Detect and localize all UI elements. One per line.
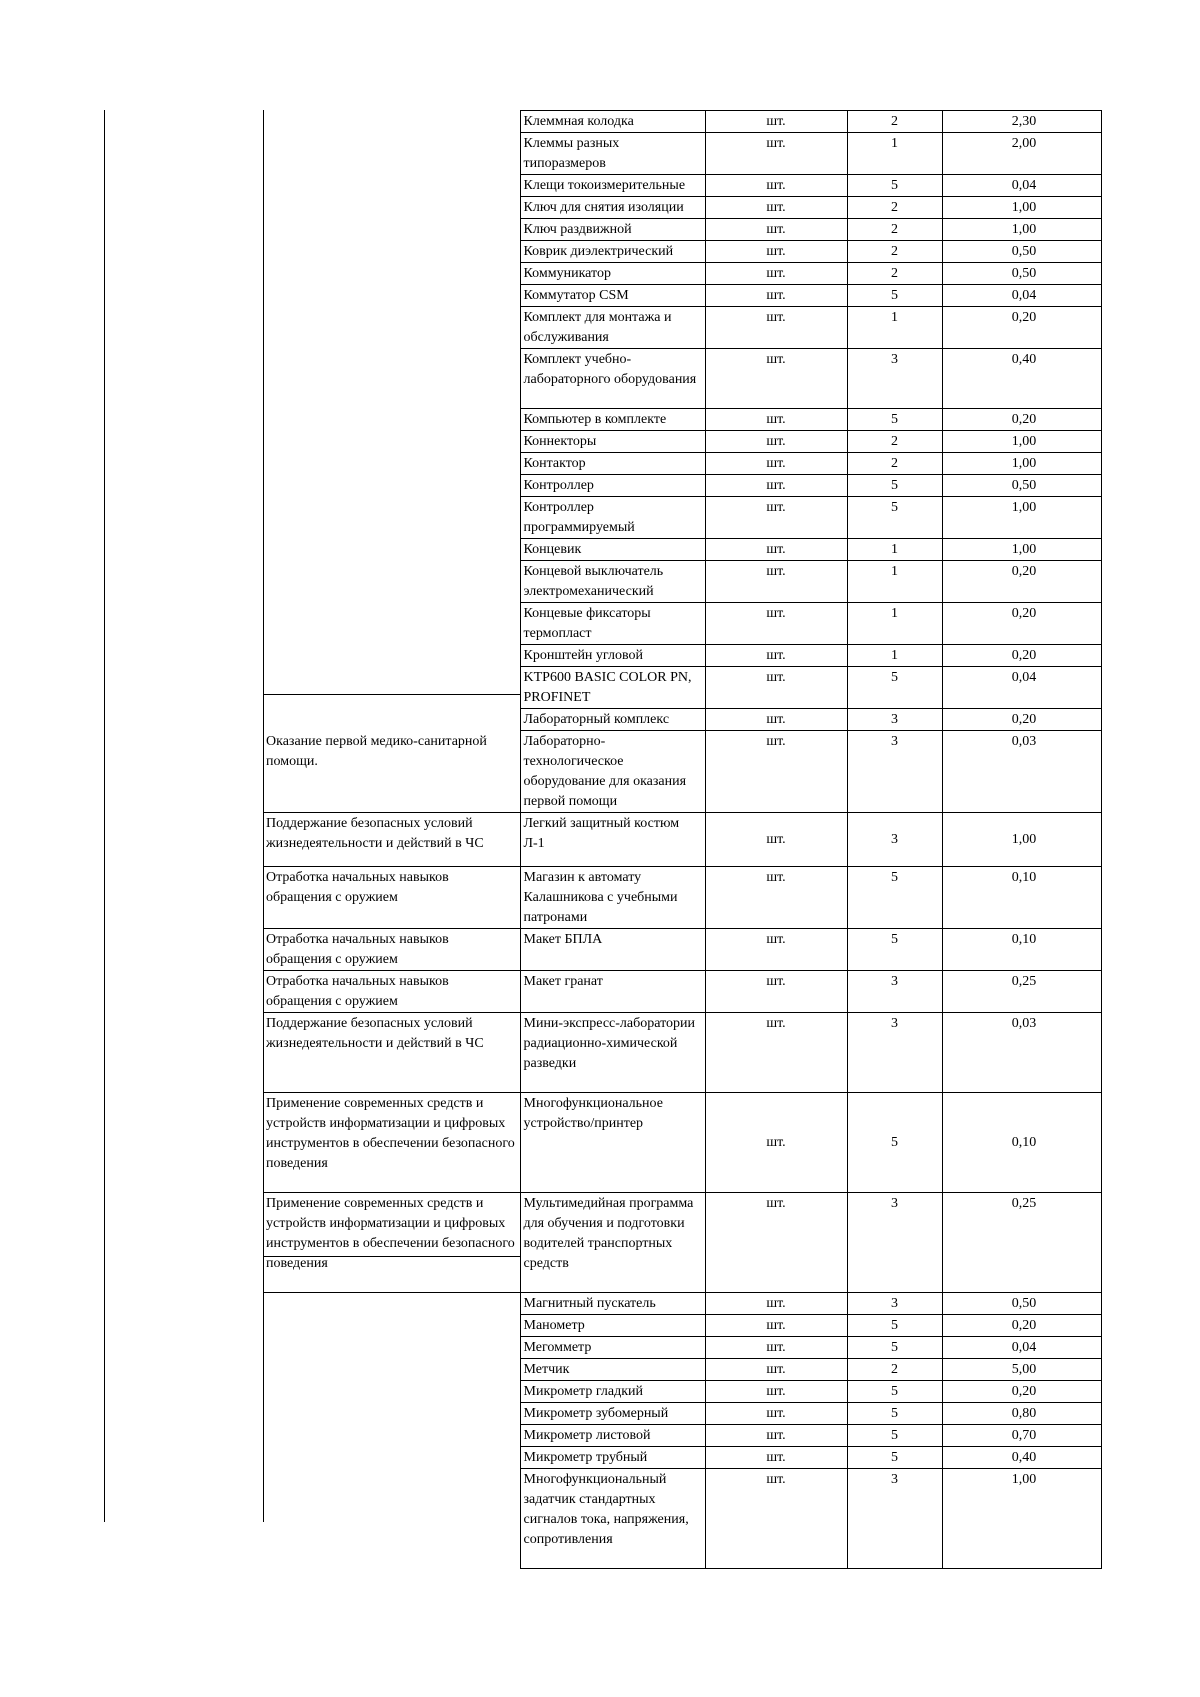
value-cell: 0,20 — [942, 409, 1101, 431]
item-name-cell: Лабораторный комплекс — [520, 709, 705, 731]
quantity-cell: 2 — [847, 431, 942, 453]
table-row — [263, 1293, 1101, 1315]
quantity-cell: 2 — [847, 197, 942, 219]
quantity-cell: 3 — [847, 1469, 942, 1569]
item-name-cell: Магнитный пускатель — [520, 1293, 705, 1315]
value-cell: 0,25 — [942, 971, 1101, 1013]
item-name-cell: Ключ для снятия изоляции — [520, 197, 705, 219]
unit-cell: шт. — [705, 1447, 847, 1469]
equipment-table — [263, 110, 1102, 1569]
value-cell: 1,00 — [942, 453, 1101, 475]
table-row — [263, 475, 1101, 497]
item-name-cell: Макет БПЛА — [520, 929, 705, 971]
table-row — [263, 175, 1101, 197]
item-name-cell: Клеммная колодка — [520, 111, 705, 133]
value-cell: 0,20 — [942, 307, 1101, 349]
unit-cell: шт. — [705, 133, 847, 175]
activity-cell — [263, 475, 520, 497]
table-row — [263, 285, 1101, 307]
unit-cell: шт. — [705, 1013, 847, 1093]
value-cell: 0,04 — [942, 667, 1101, 709]
unit-cell: шт. — [705, 971, 847, 1013]
quantity-cell: 5 — [847, 285, 942, 307]
unit-cell: шт. — [705, 539, 847, 561]
table-row — [263, 1381, 1101, 1403]
item-name-cell: Микрометр трубный — [520, 1447, 705, 1469]
unit-cell: шт. — [705, 603, 847, 645]
quantity-cell: 5 — [847, 1337, 942, 1359]
unit-cell: шт. — [705, 475, 847, 497]
table-row — [263, 349, 1101, 409]
item-name-cell: Комплект учебно-лабораторного оборудования — [520, 349, 705, 409]
quantity-cell: 2 — [847, 263, 942, 285]
table-row — [263, 929, 1101, 971]
activity-cell — [263, 1425, 520, 1447]
equipment-table-body — [263, 111, 1101, 1569]
value-cell: 0,50 — [942, 263, 1101, 285]
table-row — [263, 1425, 1101, 1447]
value-cell: 0,20 — [942, 561, 1101, 603]
activity-cell: Отработка начальных навыков обращения с оружием — [263, 971, 520, 1013]
quantity-cell: 1 — [847, 133, 942, 175]
unit-cell: шт. — [705, 1359, 847, 1381]
value-cell: 0,20 — [942, 709, 1101, 731]
quantity-cell: 5 — [847, 929, 942, 971]
item-name-cell: Коммутатор CSM — [520, 285, 705, 307]
unit-cell: шт. — [705, 1425, 847, 1447]
value-cell: 2,30 — [942, 111, 1101, 133]
quantity-cell: 5 — [847, 175, 942, 197]
quantity-cell: 3 — [847, 349, 942, 409]
activity-cell — [263, 1381, 520, 1403]
quantity-cell: 5 — [847, 1403, 942, 1425]
quantity-cell: 3 — [847, 731, 942, 813]
table-row — [263, 219, 1101, 241]
activity-cell: Отработка начальных навыков обращения с оружием — [263, 867, 520, 929]
table-row — [263, 731, 1101, 813]
table-row — [263, 645, 1101, 667]
value-cell: 0,20 — [942, 603, 1101, 645]
unit-cell: шт. — [705, 349, 847, 409]
table-row — [263, 431, 1101, 453]
quantity-cell: 1 — [847, 645, 942, 667]
value-cell: 1,00 — [942, 219, 1101, 241]
value-cell: 0,04 — [942, 175, 1101, 197]
table-row — [263, 197, 1101, 219]
value-cell: 1,00 — [942, 813, 1101, 867]
activity-cell — [263, 645, 520, 667]
activity-cell — [263, 219, 520, 241]
unit-cell: шт. — [705, 645, 847, 667]
quantity-cell: 5 — [847, 409, 942, 431]
value-cell: 0,20 — [942, 645, 1101, 667]
table-row — [263, 263, 1101, 285]
value-cell: 0,20 — [942, 1315, 1101, 1337]
quantity-cell: 2 — [847, 241, 942, 263]
value-cell: 0,10 — [942, 867, 1101, 929]
item-name-cell: Манометр — [520, 1315, 705, 1337]
activity-cell — [263, 1337, 520, 1359]
unit-cell: шт. — [705, 285, 847, 307]
activity-cell — [263, 603, 520, 645]
activity-cell — [263, 561, 520, 603]
quantity-cell: 3 — [847, 971, 942, 1013]
unit-cell: шт. — [705, 197, 847, 219]
value-cell: 1,00 — [942, 431, 1101, 453]
table-row — [263, 867, 1101, 929]
table-row — [263, 497, 1101, 539]
unit-cell: шт. — [705, 307, 847, 349]
activity-cell — [263, 409, 520, 431]
table-row — [263, 241, 1101, 263]
value-cell: 0,50 — [942, 475, 1101, 497]
value-cell: 1,00 — [942, 539, 1101, 561]
unit-cell: шт. — [705, 813, 847, 867]
activity-cell — [263, 1403, 520, 1425]
item-name-cell: Клеммы разных типоразмеров — [520, 133, 705, 175]
activity-cell — [263, 431, 520, 453]
activity-cell — [263, 349, 520, 409]
unit-cell: шт. — [705, 709, 847, 731]
activity-cell: Поддержание безопасных условий жизнедеятельности и действий в ЧС — [263, 813, 520, 867]
value-cell: 0,80 — [942, 1403, 1101, 1425]
activity-cell — [263, 133, 520, 175]
activity-cell — [263, 197, 520, 219]
value-cell: 0,10 — [942, 1093, 1101, 1193]
item-name-cell: Клещи токоизмерительные — [520, 175, 705, 197]
table-row — [263, 1193, 1101, 1293]
item-name-cell: Комплект для монтажа и обслуживания — [520, 307, 705, 349]
activity-cell — [263, 307, 520, 349]
value-cell: 0,40 — [942, 349, 1101, 409]
table-row — [263, 1359, 1101, 1381]
quantity-cell: 3 — [847, 1293, 942, 1315]
item-name-cell: Контактор — [520, 453, 705, 475]
table-row — [263, 1013, 1101, 1093]
unit-cell: шт. — [705, 431, 847, 453]
item-name-cell: Мегомметр — [520, 1337, 705, 1359]
unit-cell: шт. — [705, 1337, 847, 1359]
table-row — [263, 1315, 1101, 1337]
activity-cell — [263, 1359, 520, 1381]
unit-cell: шт. — [705, 1381, 847, 1403]
quantity-cell: 2 — [847, 453, 942, 475]
quantity-cell: 2 — [847, 219, 942, 241]
table-row — [263, 1469, 1101, 1569]
item-name-cell: Многофункциональное устройство/принтер — [520, 1093, 705, 1193]
table-row — [263, 667, 1101, 709]
unit-cell: шт. — [705, 219, 847, 241]
activity-cell — [263, 1315, 520, 1337]
unit-cell: шт. — [705, 1315, 847, 1337]
activity-cell: Отработка начальных навыков обращения с оружием — [263, 929, 520, 971]
item-name-cell: Мини-экспресс-лаборатории радиационно-химической разведки — [520, 1013, 705, 1093]
quantity-cell: 5 — [847, 1315, 942, 1337]
value-cell: 1,00 — [942, 197, 1101, 219]
unit-cell: шт. — [705, 263, 847, 285]
item-name-cell: Магазин к автомату Калашникова с учебными патронами — [520, 867, 705, 929]
quantity-cell: 2 — [847, 1359, 942, 1381]
quantity-cell: 5 — [847, 497, 942, 539]
unit-cell: шт. — [705, 1093, 847, 1193]
table-row — [263, 453, 1101, 475]
item-name-cell: Лабораторно-технологическое оборудование для оказания первой помощи — [520, 731, 705, 813]
item-name-cell: Коммуникатор — [520, 263, 705, 285]
item-name-cell: Коврик диэлектрический — [520, 241, 705, 263]
unit-cell: шт. — [705, 111, 847, 133]
unit-cell: шт. — [705, 667, 847, 709]
unit-cell: шт. — [705, 497, 847, 539]
value-cell: 0,20 — [942, 1381, 1101, 1403]
quantity-cell: 3 — [847, 1193, 942, 1293]
value-cell: 0,50 — [942, 241, 1101, 263]
value-cell: 1,00 — [942, 1469, 1101, 1569]
unit-cell: шт. — [705, 241, 847, 263]
value-cell: 1,00 — [942, 497, 1101, 539]
item-name-cell: Микрометр листовой — [520, 1425, 705, 1447]
quantity-cell: 2 — [847, 111, 942, 133]
quantity-cell: 5 — [847, 867, 942, 929]
table-row — [263, 1337, 1101, 1359]
activity-cell — [263, 263, 520, 285]
activity-cell — [263, 285, 520, 307]
activity-cell — [263, 1469, 520, 1569]
value-cell: 0,40 — [942, 1447, 1101, 1469]
unit-cell: шт. — [705, 1293, 847, 1315]
item-name-cell: Компьютер в комплекте — [520, 409, 705, 431]
value-cell: 0,03 — [942, 1013, 1101, 1093]
unit-cell: шт. — [705, 175, 847, 197]
item-name-cell: Макет гранат — [520, 971, 705, 1013]
activity-cell — [263, 539, 520, 561]
table-row — [263, 561, 1101, 603]
item-name-cell: Многофункциональный задатчик стандартных сигналов тока, напряжения, сопротивления — [520, 1469, 705, 1569]
value-cell: 0,10 — [942, 929, 1101, 971]
value-cell: 2,00 — [942, 133, 1101, 175]
item-name-cell: Концевые фиксаторы термопласт — [520, 603, 705, 645]
quantity-cell: 5 — [847, 1381, 942, 1403]
value-cell: 0,04 — [942, 1337, 1101, 1359]
table-row — [263, 1403, 1101, 1425]
quantity-cell: 1 — [847, 603, 942, 645]
item-name-cell: Контроллер — [520, 475, 705, 497]
table-row — [263, 1447, 1101, 1469]
quantity-cell: 1 — [847, 561, 942, 603]
quantity-cell: 5 — [847, 1425, 942, 1447]
item-name-cell: Микрометр зубомерный — [520, 1403, 705, 1425]
table-row — [263, 539, 1101, 561]
activity-cell — [263, 497, 520, 539]
quantity-cell: 5 — [847, 1093, 942, 1193]
activity-cell — [263, 111, 520, 133]
unit-cell: шт. — [705, 1403, 847, 1425]
activity-cell: Поддержание безопасных условий жизнедеятельности и действий в ЧС — [263, 1013, 520, 1093]
quantity-cell: 5 — [847, 667, 942, 709]
table-row — [263, 133, 1101, 175]
item-name-cell: Легкий защитный костюм Л-1 — [520, 813, 705, 867]
unit-cell: шт. — [705, 1469, 847, 1569]
table-row — [263, 603, 1101, 645]
item-name-cell: Концевой выключатель электромеханический — [520, 561, 705, 603]
value-cell: 0,70 — [942, 1425, 1101, 1447]
item-name-cell: Концевик — [520, 539, 705, 561]
quantity-cell: 5 — [847, 1447, 942, 1469]
table-row — [263, 409, 1101, 431]
unit-cell: шт. — [705, 453, 847, 475]
quantity-cell: 3 — [847, 813, 942, 867]
table-row — [263, 1093, 1101, 1193]
item-name-cell: Контроллер программируемый — [520, 497, 705, 539]
activity-cell — [263, 1293, 520, 1315]
item-name-cell: Микрометр гладкий — [520, 1381, 705, 1403]
quantity-cell: 1 — [847, 307, 942, 349]
item-name-cell: KTP600 BASIC COLOR PN, PROFINET — [520, 667, 705, 709]
table-row — [263, 813, 1101, 867]
activity-cell — [263, 453, 520, 475]
activity-cell — [263, 241, 520, 263]
unit-cell: шт. — [705, 1193, 847, 1293]
activity-cell: Применение современных средств и устройств информатизации и цифровых инструментов в обеспечении безопасного поведения — [263, 1093, 520, 1193]
unit-cell: шт. — [705, 929, 847, 971]
value-cell: 0,03 — [942, 731, 1101, 813]
left-border-line — [104, 110, 105, 1522]
value-cell: 0,04 — [942, 285, 1101, 307]
unit-cell: шт. — [705, 561, 847, 603]
item-name-cell: Кронштейн угловой — [520, 645, 705, 667]
unit-cell: шт. — [705, 867, 847, 929]
activity-cell: Применение современных средств и устройств информатизации и цифровых инструментов в обеспечении безопасного поведения — [263, 1193, 520, 1293]
activity-cell — [263, 1447, 520, 1469]
unit-cell: шт. — [705, 409, 847, 431]
value-cell: 5,00 — [942, 1359, 1101, 1381]
item-name-cell: Метчик — [520, 1359, 705, 1381]
quantity-cell: 3 — [847, 709, 942, 731]
activity-cell — [263, 709, 520, 731]
quantity-cell: 3 — [847, 1013, 942, 1093]
quantity-cell: 5 — [847, 475, 942, 497]
quantity-cell: 1 — [847, 539, 942, 561]
item-name-cell: Ключ раздвижной — [520, 219, 705, 241]
table-row — [263, 307, 1101, 349]
item-name-cell: Коннекторы — [520, 431, 705, 453]
unit-cell: шт. — [705, 731, 847, 813]
table-row — [263, 709, 1101, 731]
table-row — [263, 971, 1101, 1013]
activity-cell — [263, 175, 520, 197]
table-row — [263, 111, 1101, 133]
value-cell: 0,25 — [942, 1193, 1101, 1293]
activity-cell: Оказание первой медико-санитарной помощи. — [263, 731, 520, 813]
activity-cell — [263, 667, 520, 709]
item-name-cell: Мультимедийная программа для обучения и подготовки водителей транспортных средств — [520, 1193, 705, 1293]
value-cell: 0,50 — [942, 1293, 1101, 1315]
